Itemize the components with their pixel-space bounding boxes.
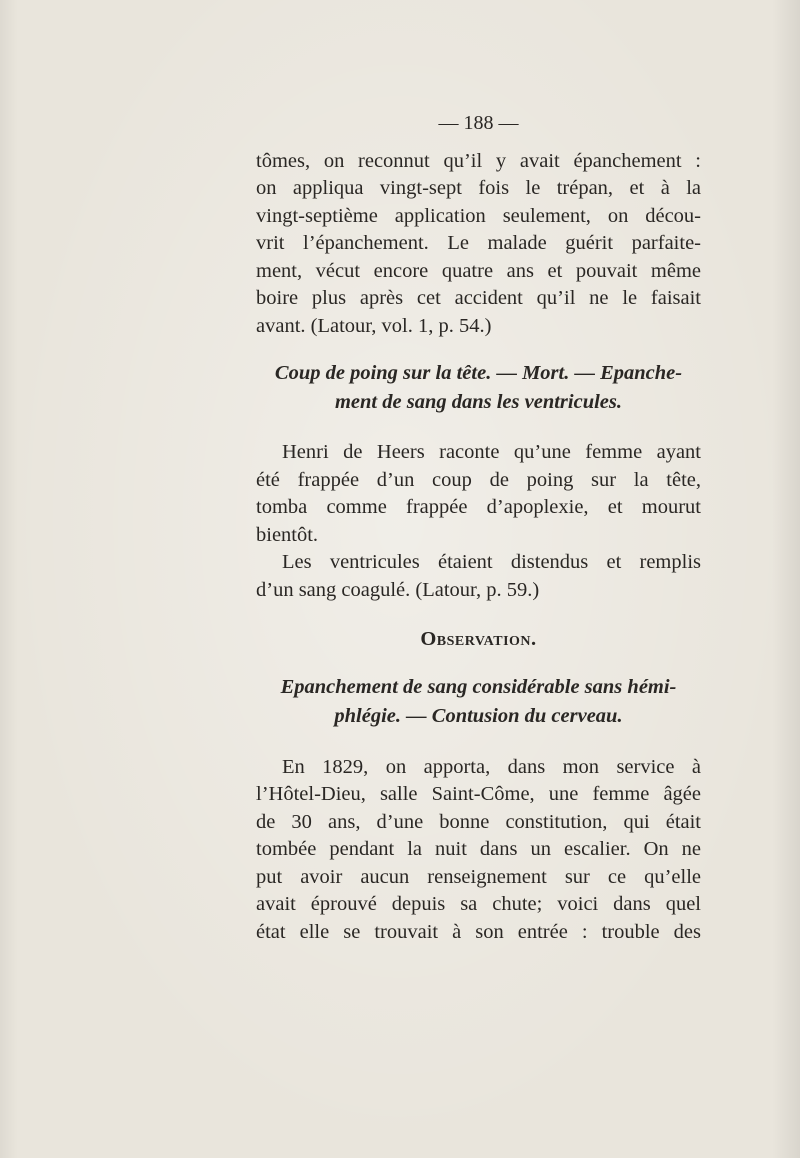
book-page <box>256 110 701 946</box>
text-line: bientôt. <box>256 523 319 546</box>
text-line: En 1829, on apporta, dans mon service à <box>282 755 701 778</box>
text-line: état elle se trouvait à son entrée : trouble des <box>256 920 701 943</box>
text-line: avant. (Latour, vol. 1, p. 54.) <box>256 314 492 337</box>
text-line: vrit l’épanchement. Le malade guérit parfaite- <box>256 232 701 254</box>
text-line: on appliqua vingt-sept fois le trépan, et à la <box>256 177 701 199</box>
paragraph-2 <box>256 439 701 549</box>
text-line: boire plus après cet accident qu’il ne le faisait <box>256 287 701 309</box>
text-line: l’Hôtel-Dieu, salle Saint-Côme, une femme âgée <box>256 783 701 805</box>
section-heading-1: Coup de poing sur la tête. — Mort. — Epanche-ment de sang dans les ventricules. <box>274 362 683 413</box>
section-heading-2: Epanchement de sang considérable sans hémi-phlégie. — Contusion du cerveau. <box>280 675 677 727</box>
observation-title: Observation. <box>420 628 537 650</box>
paragraph-4 <box>256 754 701 947</box>
text-line: tomba comme frappée d’apoplexie, et mourut <box>256 496 701 518</box>
text-line: Les ventricules étaient distendus et remplis <box>282 551 701 573</box>
page-number: — 188 — <box>438 112 519 134</box>
text-line: ment, vécut encore quatre ans et pouvait même <box>256 259 701 282</box>
text-line: avait éprouvé depuis sa chute; voici dans quel <box>256 893 701 915</box>
text-line: été frappée d’un coup de poing sur la tête, <box>256 468 701 491</box>
text-line: Henri de Heers raconte qu’une femme ayant <box>282 441 701 463</box>
text-line: tombée pendant la nuit dans un escalier. On ne <box>256 838 701 860</box>
paragraph-1 <box>256 148 701 341</box>
text-line: d’un sang coagulé. (Latour, p. 59.) <box>256 578 540 601</box>
text-line: de 30 ans, d’une bonne constitution, qui était <box>256 810 701 833</box>
paragraph-3 <box>256 549 701 604</box>
text-line: tômes, on reconnut qu’il y avait épanchement : <box>256 149 701 172</box>
text-line: vingt-septième application seulement, on décou- <box>256 204 701 227</box>
text-line: put avoir aucun renseignement sur ce qu’elle <box>256 865 701 888</box>
